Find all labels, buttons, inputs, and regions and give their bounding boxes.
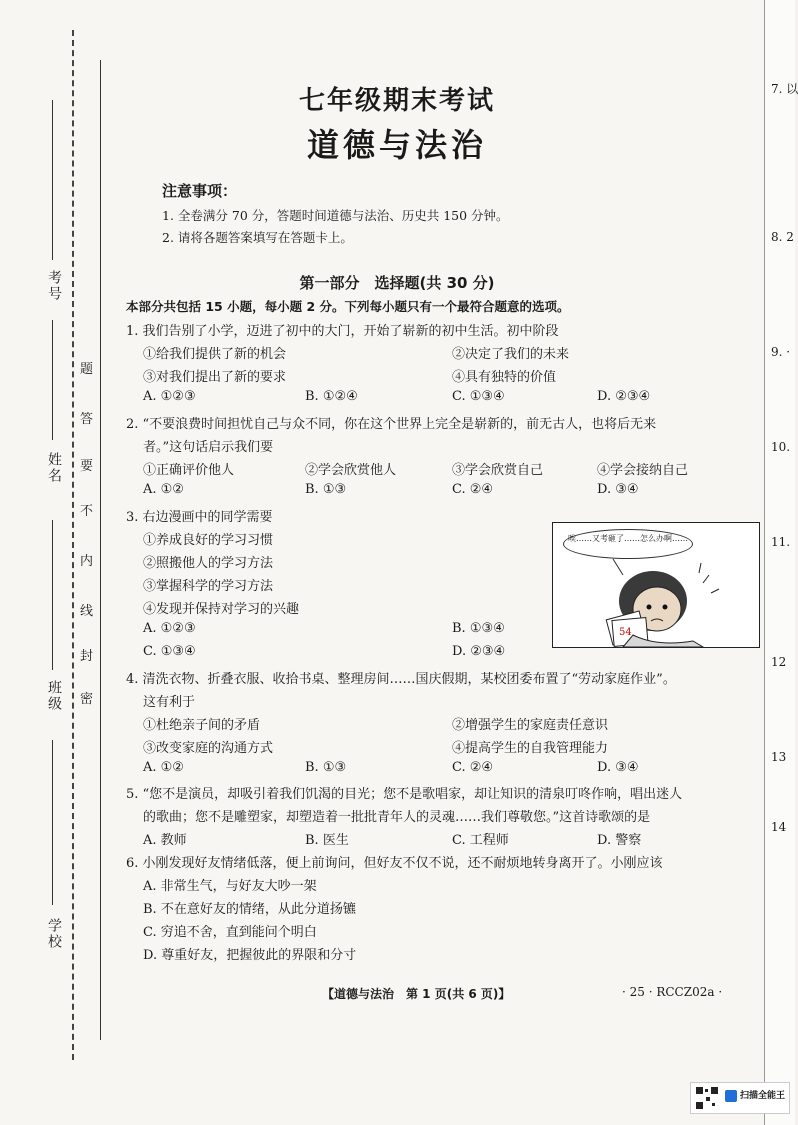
- speech-bubble: 唉……又考砸了……怎么办啊……: [563, 529, 693, 559]
- statement: ②照搬他人的学习方法: [143, 556, 274, 571]
- binding-solid-line: [100, 60, 101, 1040]
- choice-b: B. 医生: [305, 833, 349, 848]
- question-stem: 6. 小刚发现好友情绪低落，便上前询问，但好友不仅不说，还不耐烦地转身离开了。小刚应该: [126, 856, 663, 871]
- page-footer: 【道德与法治 第 1 页(共 6 页)】: [322, 987, 511, 1001]
- exam-number-label: 考号: [46, 270, 62, 302]
- choice-d: D. 警察: [597, 833, 642, 848]
- seal-char: 内: [80, 554, 94, 569]
- question-stem: 1. 我们告别了小学，迈进了初中的大门，开始了崭新的初中生活。初中阶段: [126, 324, 559, 339]
- statement: ④提高学生的自我管理能力: [452, 741, 609, 756]
- choice-b: B. ①②④: [305, 389, 358, 404]
- question-number: 9. ·: [771, 345, 791, 359]
- question-stem: 的歌曲；您不是雕塑家，却塑造着一批批青年人的灵魂……我们尊敬您。”这首诗歌颂的是: [143, 810, 651, 825]
- choice-d: D. ②③④: [597, 389, 651, 404]
- choice-d: D. ③④: [597, 760, 639, 775]
- qr-code-icon: [695, 1086, 719, 1110]
- choice-d: D. ③④: [597, 482, 639, 497]
- part-heading: 第一部分 选择题(共 30 分): [299, 274, 495, 292]
- notice-heading: 注意事项：: [162, 182, 238, 200]
- seal-char: 题: [80, 362, 94, 377]
- choice-c: C. 穷追不舍，直到能问个明白: [143, 925, 317, 940]
- statement: ④发现并保持对学习的兴趣: [143, 602, 300, 617]
- statement: ②学会欣赏他人: [305, 463, 397, 478]
- question-number: 7. 以: [771, 82, 798, 96]
- svg-text:54: 54: [619, 627, 632, 638]
- question-number: 8. 2: [771, 230, 794, 244]
- name-label: 姓名: [46, 452, 62, 484]
- worried-student-illustration: [553, 523, 759, 647]
- choice-b: B. 不在意好友的情绪，从此分道扬镳: [143, 902, 356, 917]
- notice-item: 2. 请将各题答案填写在答题卡上。: [162, 230, 353, 245]
- choice-a: A. ①②③: [143, 389, 196, 404]
- school-blank: [52, 740, 53, 905]
- seal-char: 密: [80, 692, 94, 707]
- statement: ④具有独特的价值: [452, 370, 557, 385]
- statement: ③改变家庭的沟通方式: [143, 741, 274, 756]
- adjacent-page-strip: [764, 0, 798, 1125]
- statement: ②增强学生的家庭责任意识: [452, 718, 609, 733]
- binding-dashed-line: [72, 30, 74, 1060]
- choice-c: C. ①③④: [143, 644, 196, 659]
- question-stem: 3. 右边漫画中的同学需要: [126, 510, 273, 525]
- statement: ①杜绝亲子间的矛盾: [143, 718, 261, 733]
- choice-d: D. 尊重好友，把握彼此的界限和分寸: [143, 948, 357, 963]
- statement: ③对我们提出了新的要求: [143, 370, 287, 385]
- notice-item: 1. 全卷满分 70 分，答题时间道德与法治、历史共 150 分钟。: [162, 208, 509, 223]
- question-number: 11.: [771, 535, 791, 549]
- seal-char: 线: [80, 604, 94, 619]
- seal-char: 不: [80, 504, 94, 519]
- choice-c: C. ②④: [452, 482, 494, 497]
- seal-char: 要: [80, 459, 94, 474]
- name-blank: [52, 320, 53, 440]
- statement: ③学会欣赏自己: [452, 463, 544, 478]
- question-number: 12: [771, 655, 787, 669]
- exam-title: 七年级期末考试: [298, 86, 495, 116]
- question-stem: 4. 清洗衣物、折叠衣服、收拾书桌、整理房间……国庆假期，某校团委布置了“劳动家庭作业”。: [126, 672, 676, 687]
- statement: ④学会接纳自己: [597, 463, 689, 478]
- question-stem: 2. “不要浪费时间担忧自己与众不同，你在这个世界上完全是崭新的，前无古人，也将后无来: [126, 417, 657, 432]
- statement: ①正确评价他人: [143, 463, 235, 478]
- statement: ③掌握科学的学习方法: [143, 579, 274, 594]
- class-blank: [52, 520, 53, 670]
- choice-c: C. 工程师: [452, 833, 509, 848]
- statement: ①养成良好的学习习惯: [143, 533, 274, 548]
- school-label: 学校: [46, 918, 62, 950]
- class-label: 班级: [46, 680, 62, 712]
- question-number: 10.: [771, 440, 791, 454]
- choice-b: B. ①③: [305, 482, 347, 497]
- choice-a: A. ①②③: [143, 621, 196, 636]
- choice-b: B. ①③: [305, 760, 347, 775]
- scanner-logo-icon: [725, 1090, 737, 1102]
- question-number: 14: [771, 820, 787, 834]
- choice-a: A. ①②: [143, 760, 184, 775]
- question-stem: 5. “您不是演员，却吸引着我们饥渴的目光；您不是歌唱家，却让知识的清泉叮咚作响，唱出迷人: [126, 787, 683, 802]
- page-code: · 25 · RCCZ02a ·: [622, 985, 723, 999]
- choice-b: B. ①③④: [452, 621, 505, 636]
- subject-title: 道德与法治: [306, 126, 487, 164]
- choice-a: A. ①②: [143, 482, 184, 497]
- scanner-watermark: [690, 1082, 790, 1114]
- choice-c: C. ②④: [452, 760, 494, 775]
- scanner-label: 扫描全能王: [740, 1091, 786, 1101]
- choice-a: A. 非常生气，与好友大吵一架: [143, 879, 317, 894]
- question-number: 13: [771, 750, 787, 764]
- statement: ①给我们提供了新的机会: [143, 347, 287, 362]
- choice-c: C. ①③④: [452, 389, 505, 404]
- part-intro: 本部分共包括 15 小题，每小题 2 分。下列每小题只有一个最符合题意的选项。: [126, 299, 570, 314]
- cartoon-image: [552, 522, 760, 648]
- choice-d: D. ②③④: [452, 644, 506, 659]
- question-stem: 这有利于: [143, 695, 196, 710]
- statement: ②决定了我们的未来: [452, 347, 570, 362]
- question-stem: 者。”这句话启示我们要: [143, 440, 274, 455]
- seal-char: 封: [80, 649, 94, 664]
- choice-a: A. 教师: [143, 833, 187, 848]
- seal-char: 答: [80, 412, 94, 427]
